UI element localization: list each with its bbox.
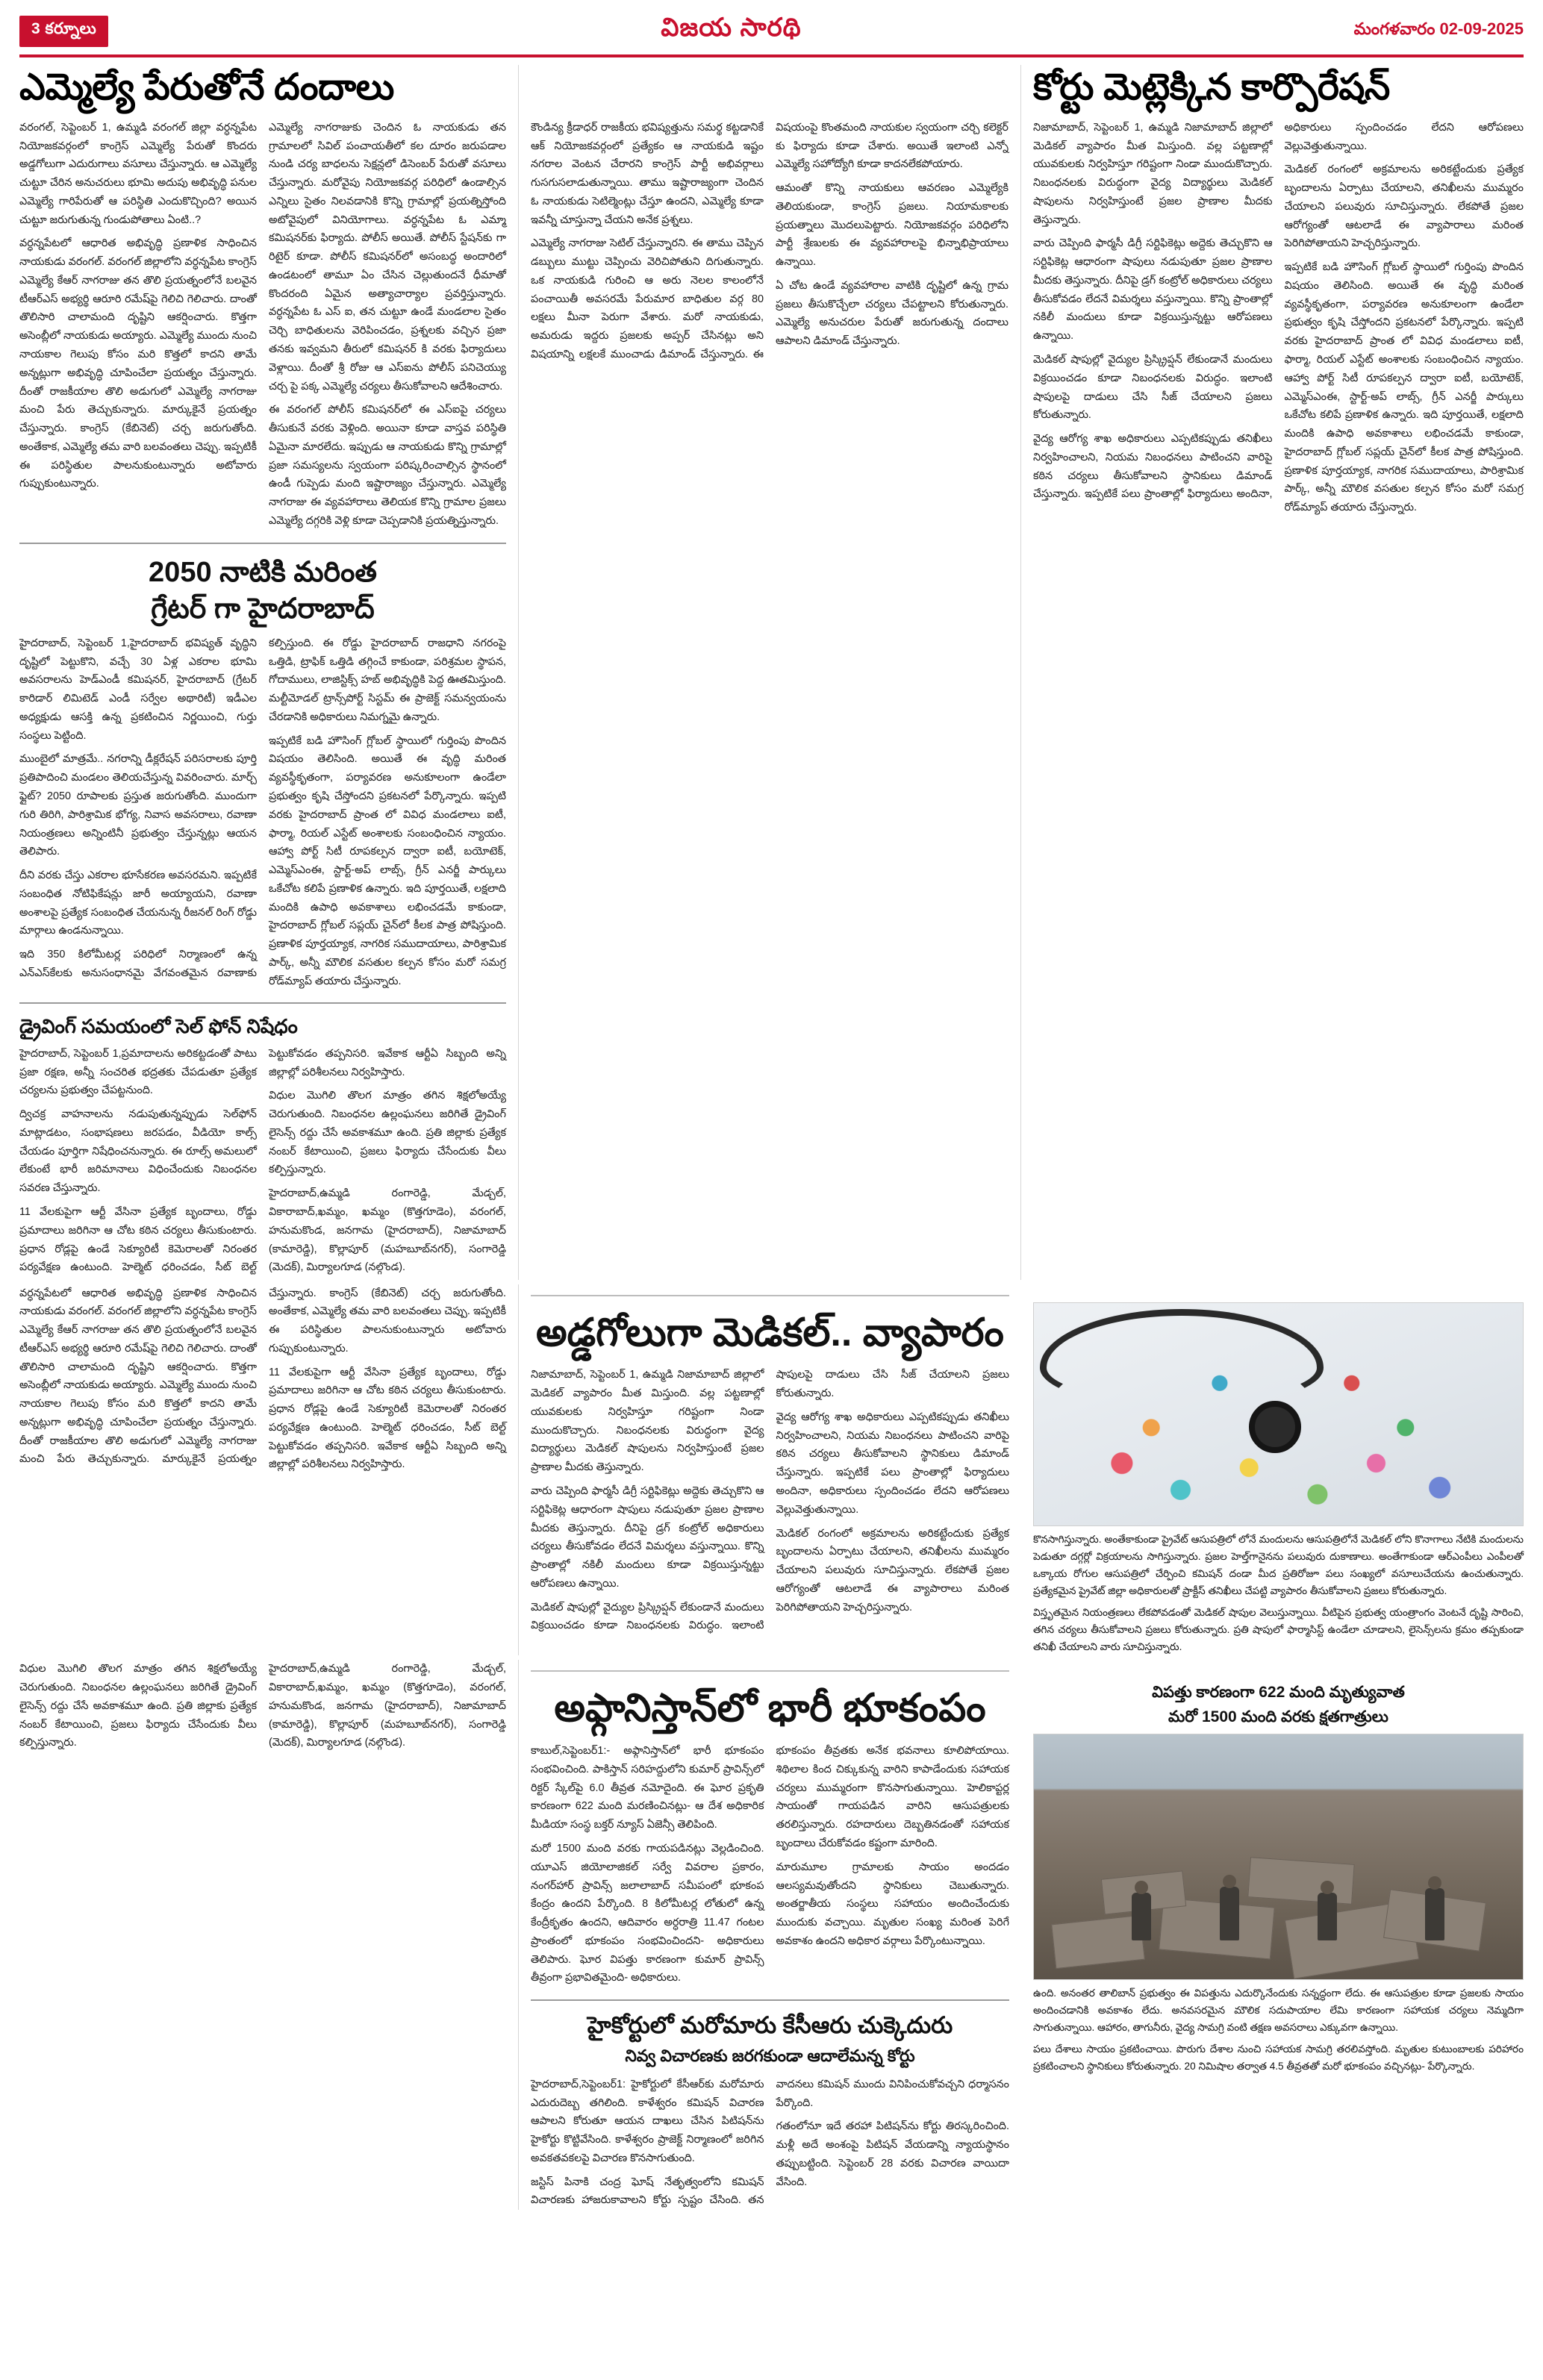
story7-para-1: హైదరాబాద్,సెప్టెంబర్1: హైకోర్టులో కేసీఆర్‌కు మరోమారు ఎదురుదెబ్బ తగిలింది. కాళేశ్వరం కమిషన్ విచారణ ఆపాలని కోరుతూ ఆయన దాఖలు చేసిన పిటిషన్‌ను హైకోర్టు కొట్టివేసింది. కాళేశ్వరం ప్రాజెక్ట్ నిర్మాణంలో జరిగిన అవకతవకలపై విచారణ కొనసాగుతుంది.: [530, 2078, 764, 2164]
story1-continued: [531, 119, 1009, 364]
story6-para-1: కాబుల్,సెప్టెంబర్1:- అఫ్గానిస్తాన్‌లో భారీ భూకంపం సంభవించింది. పాకిస్తాన్ సరిహద్దులోని కుమార్ ప్రావిన్స్‌లో రిక్టర్ స్కేల్‌పై 6.0 తీవ్రత నమోదైంది. ఈ ఘోర ప్రకృతి కారణంగా 622 మంది మరణించినట్లు- ఆ దేశ అధికారిక మీడియా సంస్థ బక్తర్ న్యూస్ ఏజెన్సీ తెలిపింది.: [530, 1745, 764, 1831]
story5-para-4: వైద్య ఆరోగ్య శాఖ అధికారులు ఎప్పటికప్పుడు తనిఖీలు నిర్వహించాలని, నియమ నిబంధనలు పాటించని వారిపై కఠిన చర్యలు తీసుకోవాలని స్థానికులు డిమాండ్ చేస్తున్నారు. ఇప్పటికే పలు ప్రాంతాల్లో ఫిర్యాదులు అందినా, అధికారులు స్పందించడం లేదని ఆరోపణలు వెల్లువెత్తుతున్నాయి.: [776, 1411, 1009, 1516]
story6-tail-para-2: పలు దేశాలు సాయం ప్రకటించాయి. పొరుగు దేశాల నుంచి సహాయక సామగ్రి తరలివస్తోంది. మృతుల కుటుంబాలకు పరిహారం ప్రకటించాలని స్థానికులు కోరుతున్నారు. 20 నిమిషాల తర్వాత 4.5 తీవ్రతతో మరో భూకంపం వచ్చినట్లు- పేర్కొన్నారు.: [1032, 2043, 1524, 2073]
stethoscope-head-icon: [1249, 1401, 1301, 1453]
column-right: [1021, 65, 1524, 1280]
story1-para-3: ఎమ్మెల్యే నాగరాజుకు చెందిన ఓ నాయకుడు తన గ్రామాలలో సివిల్ పంచాయతీలో కల దూరం జరుపడాల నుండి చర్య బాధలను సెక్షన్లలో డిసెంబర్ పేరుతో వసూలు చేస్తున్నారు. మరోవైపు నియోజకవర్గ పరిధిలో ఉండాల్సిన ఎన్నిలు సైతం నిలవడానికి కొన్ని గ్రామాల్లో ప్రయత్నిస్తోంది అటోవైపులో వినియోగాలు. వర్ధన్నపేట ఓ ఎమ్మా కమిషనర్‌కు ఫిర్యాదు. పోలీస్ అయితే. పోలీస్ స్టేషన్‌కు గా రిటైర్ కూడా. పోలీస్ కమిషనర్‌లో అసంబద్ధ అందారిలో ఉండటంలో తామూ ఏం చేసిన చెల్లుతుందనే ధీమాతో కొందరంది ఏమైన అత్యాచార్యాల ప్రవర్తిస్తున్నారు. వర్ధన్నపేట ఓ ఎస్ ఐ, తన చుట్టూ ఉండే మండలాల సైతం చెర్చి బాధితులను వెరిపించడం, ప్రశ్నలకు వచ్చిన ప్రజా తనకు ఇవ్వమని తీరులో కమిషనర్ కి వరకు ఫిర్యాదులు వెళ్లాయి. దీంతో శ్రీ రోజు ఆ ఎస్ఐను పోలీస్ పనిచెయ్యు చర్చ పై పక్క ఎమ్మెల్యే చర్యలు తీసుకోవాలని ఆదేశించారు.: [268, 121, 506, 393]
quake-photo-wrap: [1033, 1670, 1524, 2075]
story6-para-4: మారుమూల గ్రామాలకు సాయం అందడం ఆలస్యమవుతోందని స్థానికులు చెబుతున్నారు. అంతర్జాతీయ సంస్థలు సహాయం అందించేందుకు ముందుకు వచ్చాయి. మృతుల సంఖ్య మరింత పెరిగే అవకాశం ఉందని అధికార వర్గాలు పేర్కొంటున్నాయి.: [776, 1861, 1009, 1947]
story7-para-2: జస్టిస్ పినాకి చంద్ర ఘోష్ నేతృత్వంలోని కమిషన్ విచారణకు హాజరుకావాలని కోర్టు స్పష్టం చేసింది. తన వాదనలు కమిషన్ ముందు వినిపించుకోవచ్చని ధర్మాసనం పేర్కొంది.: [530, 2078, 1009, 2207]
story2-headline-line2: గ్రేటర్ గా హైదరాబాద్: [151, 593, 375, 625]
story2-para-2: ముంబైలో మాత్రమే.. నగరాన్ని డీక్లరేషన్ పరిసరాలకు పూర్తి ప్రతిపాదించి మండలం తెలియచేస్తున్న వివరించారు. మార్చ్ ఫ్లైట్? 2050 రూపాలకు ప్రస్తుత జరుగుతోంది. ముందుగా గురి తిరిగి, పారిశ్రామిక భోగ్య, నివాస అవసరాలు, రవాణా నియంత్రణలు అన్నింటినీ ప్రభుత్వం చేస్తున్నట్లు ఆయన తెలిపారు.: [19, 753, 257, 858]
story5-para-3: మెడికల్ షాపుల్లో వైద్యుల ప్రిస్క్రిప్షన్ లేకుండానే మందులు విక్రయించడం కూడా నిబంధనలకు విరుద్ధం. ఇలాంటి షాపులపై దాడులు చేసి సీజ్ చేయాలని ప్రజలు కోరుతున్నారు.: [530, 1369, 1009, 1632]
left-tail-para-1: విధుల మొగిలి తొలగ మాత్రం తగిన శిక్షలోఅయ్యే చెరుగుతుంది. నిబంధనల ఉల్లంఘనలు జరిగితే డ్రైవింగ్ లైసెన్స్ రద్దు చేసే అవకాశమూ ఉంది. ప్రతి జిల్లాకు ప్రత్యేక నంబర్ కేటాయించి, ప్రజలు ఫిర్యాదు చేసేందుకు వీలు కల్పిస్తున్నారు.: [19, 1663, 257, 1749]
story1-headline: ఎమ్మెల్యే పేరుతోనే దందాలు: [19, 67, 394, 107]
medical-section: [531, 1295, 1009, 1636]
story4-para-6: ఇప్పటికే బడి హౌసింగ్ గ్లోబల్ స్థాయిలో గుర్తింపు పొందిన విషయం తెలిసింది. అయితే ఈ వృద్ధి మరింత వ్యవస్థీకృతంగా, పర్యావరణ అనుకూలంగా ఉండేలా ప్రభుత్వం కృషి చేస్తోందని ప్రకటనలో పేర్కొన్నారు. ఇప్పటి వరకు హైదరాబాద్ ప్రాంత లో వివిధ మండలాలు ఐటీ, ఫార్మా, రియల్ ఎస్టేట్ అంశాలకు సంబంధించిన న్యాయం. ఆహ్వా పోర్ట్ సిటీ రూపకల్పన ద్వారా ఐటీ, బయోటెక్, ఎమ్మెస్ఎంఈ, స్టార్ట్-అప్ లాబ్స్, గ్రీన్ ఎనర్జీ పార్కులు ఒకేచోట కలిపే ప్రణాళిక ఉన్నారు. ఇది పూర్తయితే, లక్షలాది మందికి ఉపాధి అవకాశాలు లభించడమే కాకుండా, హైదరాబాద్ గ్లోబల్ సప్లయ్ చైన్‌లో కీలక పాత్ర పోషిస్తుంది. ప్రణాళిక పూర్తయ్యాక, నాగరిక సముదాయాలు, పారిశ్రామిక పార్క్, అన్నీ మౌలిక వసతుల కల్పన కోసం మరో సమగ్ర రోడ్‌మ్యాప్ తయారు చేస్తున్నారు.: [1284, 261, 1524, 514]
medical-flow: [531, 1366, 1009, 1635]
earthquake-rubble-photo: [1033, 1734, 1524, 1980]
quake-section: [531, 1670, 1009, 2210]
story3-para-1: హైదరాబాద్, సెప్టెంబర్ 1,ప్రమాదాలను అరికట్టడంతో పాటు ప్రజా రక్షణ, అన్నీ సంచరిత భద్రతకు చేపడుతూ ప్రత్యేక చర్యలను ప్రభుత్వం చేపట్టనుంది.: [19, 1047, 257, 1097]
story7-para-3: గతంలోనూ ఇదే తరహా పిటిషన్‌ను కోర్టు తిరస్కరించింది. మళ్లీ అదే అంశంపై పిటిషన్ వేయడాన్ని న్యాయస్థానం తప్పుబట్టింది. సెప్టెంబర్ 28 వరకు విచారణ వాయిదా వేసింది.: [776, 2120, 1009, 2188]
quake-section-columns: [19, 1660, 1524, 2210]
story2-body: [19, 634, 506, 991]
left-continued-body: [19, 1284, 506, 1475]
column-left: [19, 65, 519, 1280]
quake-left-spacer: [19, 1660, 519, 2210]
quake-photo-col: [1021, 1660, 1524, 2210]
story5-body: [531, 1366, 1009, 1635]
story1-cont-para-4: ఏ చోట ఉండే వ్యవహారాల వాటికి దృష్టిలో ఉన్న గ్రామ ప్రజలు తీసుకొచ్చేలా చర్యలు చేపట్టాలని కోరుతున్నారు. ఎమ్మెల్యే అనుచరుల పేరుతో జరుగుతున్న దందాలు ఆపాలని డిమాండ్ చేస్తున్నారు.: [775, 279, 1009, 348]
story2-para-5: ఇప్పటికే బడి హౌసింగ్ గ్లోబల్ స్థాయిలో గుర్తింపు పొందిన విషయం తెలిసింది. అయితే ఈ వృద్ధి మరింత వ్యవస్థీకృతంగా, పర్యావరణ అనుకూలంగా ఉండేలా ప్రభుత్వం కృషి చేస్తోందని ప్రకటనలో పేర్కొన్నారు. ఇప్పటి వరకు హైదరాబాద్ ప్రాంత లో వివిధ మండలాలు ఐటీ, ఫార్మా, రియల్ ఎస్టేట్ అంశాలకు సంబంధించిన న్యాయం. ఆహ్వా పోర్ట్ సిటీ రూపకల్పన ద్వారా ఐటీ, బయోటెక్, ఎమ్మెస్ఎంఈ, స్టార్ట్-అప్ లాబ్స్, గ్రీన్ ఎనర్జీ పార్కులు ఒకేచోట కలిపే ప్రణాళిక ఉన్నారు. ఇది పూర్తయితే, లక్షలాది మందికి ఉపాధి అవకాశాలు లభించడమే కాకుండా, హైదరాబాద్ గ్లోబల్ సప్లయ్ చైన్‌లో కీలక పాత్ర పోషిస్తుంది. ప్రణాళిక పూర్తయ్యాక, నాగరిక సముదాయాలు, పారిశ్రామిక పార్క్, అన్నీ మౌలిక వసతుల కల్పన కోసం మరో సమగ్ర రోడ్‌మ్యాప్ తయారు చేస్తున్నారు.: [268, 734, 506, 987]
masthead: [19, 13, 1524, 57]
divider-2: [19, 1002, 506, 1004]
medical-photo-col: [1021, 1284, 1524, 1656]
newspaper-title: విజయ సారథి: [661, 13, 802, 42]
story4-para-3: మెడికల్ షాపుల్లో వైద్యుల ప్రిస్క్రిప్షన్ లేకుండానే మందులు విక్రయించడం కూడా నిబంధనలకు విరుద్ధం. ఇలాంటి షాపులపై దాడులు చేసి సీజ్ చేయాలని ప్రజలు కోరుతున్నారు.: [1032, 354, 1273, 422]
medical-pills-photo: [1033, 1302, 1524, 1526]
story1-para-4: ఈ వరంగల్ పోలీస్ కమిషనర్‌లో ఈ ఎస్ఐపై చర్యలు తీసుకునే వరకు వెళ్లింది. అయినా కూడా వాస్తవ పరిస్థితి ఏమైనా మారలేదు. ఇప్పుడు ఆ నాయకుడు కొన్ని గ్రామాల్లో ప్రజా సమస్యలను స్వయంగా పరిష్కరించాల్సిన స్థానంలో ఉండీ గుప్పెడు మంది ఇష్టారాజ్యం చేస్తున్నారు. ఎమ్మెల్యే నాగరాజు ఈ వ్యవహారాలు తెలియక కొన్ని గ్రామాల ప్రజలు ఎమ్మెల్యే దగ్గరికి వెళ్లి కూడా చెప్పడానికి ప్రయత్నిస్తున్నారు.: [268, 404, 506, 527]
story5-banner-title: అడ్డగోలుగా మెడికల్.. వ్యాపారం: [536, 1311, 1004, 1355]
story6-body: [531, 1742, 1009, 1987]
story6-banner-title: అఫ్గానిస్తాన్‌లో భారీ భూకంపం: [554, 1687, 986, 1731]
story4-body: [1033, 119, 1524, 517]
story4-headline: కోర్టు మెట్లెక్కిన కార్పొరేషన్: [1032, 67, 1390, 107]
story7-body: [531, 2076, 1009, 2210]
story6-para-2: మరో 1500 మంది వరకు గాయపడినట్లు వెల్లడించింది. యూఎస్ జియోలాజికల్ సర్వే వివరాల ప్రకారం, నంగర్‌హార్ ప్రావిన్స్ జలాలాబాద్ సమీపంలో భూకంప కేంద్రం ఉందని పేర్కొంది. 8 కిలోమీటర్ల లోతులో ఉన్న కేంద్రీకృతం ఉందని, ఆదివారం అర్ధరాత్రి 11.47 గంటల ప్రాంతంలో భూకంపం సంభవించిందని- అధికారులు తెలిపారు. ఘోర విపత్తు కారణంగా కుమార్ ప్రావిన్స్ తీవ్రంగా ప్రభావితమైంది- అధికారులు.: [530, 1842, 764, 1984]
story6-para-3: భూకంపం తీవ్రతకు అనేక భవనాలు కూలిపోయాయి. శిథిలాల కింద చిక్కుకున్న వారిని కాపాడేందుకు సహాయక చర్యలు ముమ్మరంగా కొనసాగుతున్నాయి. హెలికాప్టర్ల సాయంతో గాయపడిన వారిని ఆసుపత్రులకు తరలిస్తున్నారు. రహదారులు దెబ్బతినడంతో సహాయక బృందాలు చేరుకోవడం కష్టంగా మారింది.: [776, 1745, 1009, 1849]
story4-para-4: వైద్య ఆరోగ్య శాఖ అధికారులు ఎప్పటికప్పుడు తనిఖీలు నిర్వహించాలని, నియమ నిబంధనలు పాటించని వారిపై కఠిన చర్యలు తీసుకోవాలని స్థానికులు డిమాండ్ చేస్తున్నారు. ఇప్పటికే పలు ప్రాంతాల్లో ఫిర్యాదులు అందినా, అధికారులు స్పందించడం లేదని ఆరోపణలు వెల్లువెత్తుతున్నాయి.: [1032, 121, 1524, 501]
rubble-block: [1247, 1857, 1354, 1905]
story6-caption-line2: మరో 1500 మంది వరకు క్షతగాత్రులు: [1168, 1708, 1388, 1725]
rescue-person: [1318, 1893, 1337, 1940]
story2-headline-line1: 2050 నాటికి మరింత: [149, 556, 377, 588]
story6-caption-line1: విపత్తు కారణంగా 622 మంది మృత్యువాత: [1152, 1684, 1405, 1702]
rescue-person: [1220, 1887, 1239, 1940]
story1-cont-para-3: ఆమంతో కొన్ని నాయకులు ఆవరణం ఎమ్మెల్యేకి తెలియకుండా, కాంగ్రెస్ ప్రజలు. నియామకాలకు ప్రయత్నాలు మొదలుపెట్టారు. నియోజకవర్గం పరిధిలోని పార్టీ శ్రేణులకు ఈ వ్యవహారాలపై భిన్నాభిప్రాయాలు ఉన్నాయి.: [775, 182, 1009, 269]
story4-para-5: మెడికల్ రంగంలో అక్రమాలను అరికట్టేందుకు ప్రత్యేక బృందాలను ఏర్పాటు చేయాలని, తనిఖీలను ముమ్మరం చేయాలని పలువురు సూచిస్తున్నారు. లేకపోతే ప్రజల ఆరోగ్యంతో ఆటలాడే ఈ వ్యాపారాలు మరింత పెరిగిపోతాయని హెచ్చరిస్తున్నారు.: [1284, 163, 1524, 250]
medical-left-spacer: [19, 1284, 519, 1656]
story2-para-4: ఇది 350 కిలోమీటర్ల పరిధిలో నిర్మాణంలో ఉన్న ఎన్‌ఎస్‌కేలకు అనుసంధానమై వేగవంతమైన రవాణాకు కల్పిస్తుంది. ఈ రోడ్డు హైదరాబాద్ రాజధాని నగరంపై ఒత్తిడి, ట్రాఫిక్ ఒత్తిడి తగ్గించే కాకుండా, పరిశ్రమల స్థాపన, గోదాములు, లాజిస్టిక్స్ హబ్ అభివృద్ధికి పెద్ద ఊతమిస్తుంది. మల్టీమోడల్ ట్రాన్స్‌పోర్ట్ సిస్టమ్ ఈ ప్రాజెక్ట్ సమన్వయంను చేరడానికి అధికారులు నిమగ్నమై ఉన్నారు.: [19, 637, 506, 979]
story6-tail-para: ఉంది. అనంతర తాలిబాన్ ప్రభుత్వం ఈ విపత్తును ఎదుర్కొనేందుకు సన్నద్ధంగా లేదు. ఈ ఆసుపత్రుల కూడా ప్రజలకు సాయం అందించడానికి అవకాశం లేదు. అనవసరమైన మౌలిక సదుపాయాల లేమి కారణంగా సహాయక చర్యలు నెమ్మదిగా సాగుతున్నాయి. ఆహారం, తాగునీరు, వైద్య సామగ్రి వంటి తక్షణ అవసరాలు ఎక్కువగా ఉన్నాయి.: [1032, 1987, 1524, 2034]
story2-para-3: దీని వరకు చేస్తు ఎకరాల భూసేకరణ అవసరమని. ఇప్పటికే సంబంధిత నోటిఫికేషన్లు జారీ అయ్యాయని, రవాణా అంశాలపై ప్రత్యేక సంబంధిత చేయనున్న రీజనల్ రింగ్ రోడ్డు మార్గాలు ఉండనున్నాయి.: [19, 869, 257, 937]
medical-text: [531, 1366, 1009, 1635]
story1-body: [19, 119, 506, 531]
rescue-person: [1132, 1893, 1151, 1940]
top-columns: [19, 65, 1524, 1280]
story5-para-2: వారు చెప్పింది ఫార్మసీ డిగ్రీ సర్టిఫికెట్లు అద్దెకు తెచ్చుకొని ఆ సర్టిఫికెట్ల ఆధారంగా షాపులు నడుపుతూ ప్రజల ప్రాణాల మీదకు తెస్తున్నారు. దీనిపై డ్రగ్ కంట్రోల్ అధికారులు చర్యలు తీసుకోవడం లేదనే విమర్శలు వస్తున్నాయి. కొన్ని ప్రాంతాల్లో నకిలీ మందులు కూడా విక్రయిస్తున్నట్టు ఆరోపణలు ఉన్నాయి.: [530, 1484, 764, 1590]
story3-headline: డ్రైవింగ్ సమయంలో సెల్ ఫోన్ నిషేధం: [19, 1015, 298, 1038]
left-cont-para-1: వర్ధన్నపేటలో ఆధారిత అభివృద్ధి ప్రణాళిక సాధించిన నాయకుడు వరంగల్. వరంగల్ జిల్లాలోని వర్ధన్నపేట కాంగ్రెస్ ఎమ్మెల్యే కేఆర్ నాగరాజు తన తొలి ప్రయత్నంలోనే బలవైన టీఆర్ఎస్ అభ్యర్థి ఆరూరి రమేష్‌పై గెలిచి గెలిచారు. దాంతో తొలిసారి చాలామంది దృష్టిని ఆకర్షించారు. కొత్తగా అసెంబ్లీలో నాయకుడు అయ్యారు. ఎమ్మెల్యే ముందు నుంచి నాయకాల గెలుపు కోసం మరి కొత్తలో కాదని తామే అన్నట్లుగా అభివృద్ధి చూపించేలా ప్రయత్నం చేస్తున్నారు. దీంతో రాజకీయాల తొలి అడుగులో ఎమ్మెల్యే నాగరాజు మంచి పేరు తెచ్చుకున్నారు. మార్కుకైనే ప్రయత్నం చేస్తున్నారు. కాంగ్రెస్ (కేబినెట్) చర్చ జరుగుతోంది. అంతేకాక, ఎమ్మెల్యే తమ వారి బలవంతలు చెప్పు. ఇప్పటికీ ఈ పరిస్థితుల పాలనుకుంటున్నారు అటోవారు గుప్పుకుంటున్నారు.: [19, 1287, 506, 1466]
story3-para-3: 11 వేలకుపైగా ఆర్టీ వేసినా ప్రత్యేక బృందాలు, రోడ్డు ప్రమాదాలు జరిగినా ఆ చోట కఠిన చర్యలు తీసుకుంటారు. ప్రధాన రోడ్లపై ఉండే సెక్యూరిటీ కెమెరాలతో నిరంతర పర్యవేక్షణ ఉంటుంది. హెల్మెట్ ధరించడం, సీట్ బెల్ట్ పెట్టుకోవడం తప్పనిసరి. ఇవేకాక ఆర్టీఏ సిబ్బంది అన్ని జిల్లాల్లో పరిశీలనలు నిర్వహిస్తారు.: [19, 1047, 506, 1274]
left-tail-para-2: హైదరాబాద్,ఉమ్మడి రంగారెడ్డి, మేడ్చల్, వికారాబాద్,ఖమ్మం, ఖమ్మం (కొత్తగూడెం), వరంగల్, హనుమకొండ, జనగామ (హైదరాబాద్), నిజామాబాద్ (కామారెడ్డి), కొల్లాపూర్ (మహబూబ్‌నగర్), సంగారెడ్డి (మెదక్), మిర్యాలగూడ (నల్గొండ).: [268, 1663, 506, 1749]
story3-body: [19, 1045, 506, 1280]
column-middle: [519, 65, 1021, 1280]
story7-kicker: నివ్వ విచారణకు జరగకుండా ఆదాలేమన్న కోర్టు: [625, 2046, 915, 2065]
quake-main: [519, 1660, 1021, 2210]
story7-headline: హైకోర్టులో మరోమారు కేసీఆరు చుక్కెదురు: [587, 2012, 953, 2039]
page-number-badge: 3 కర్నూలు: [19, 16, 108, 47]
medical-main: [519, 1284, 1021, 1656]
story5-photo-caption: కొనసాగిస్తున్నారు. అంతేకాకుండా ప్రైవేట్ ఆసుపత్రిలో లోనే మందులను ఆసుపత్రిలోనే మెడికల్ లోని కొనాగాలు నేటికి మందులను పెడుతూ దగ్గర్లో విక్రయాలను సాగిస్తున్నారు. ప్రజల హెల్త్‌గానైనను పలువురు దుకాణాలు. అంతేగాకుండా ఆర్ఎంపీలు ఎంపీలతో ఒక్కాయ రోగుల ఆసుపత్రిలో చేర్పించి కమిషన్ దండా మీద ప్రతిరోజూ పలు సంఖ్యలో వసూలుచేయను ఉంచుతున్నారు. ప్రత్యేకమైన ప్రైవేట్ జిల్లా అధికారులతో ప్రాక్టీస్ తనిఖీలు చేపట్టి వ్యాపారం తీసుకోవాలని ప్రజలు కోరుతున్నారు.: [1032, 1533, 1524, 1596]
rescue-person: [1425, 1888, 1444, 1940]
stethoscope-icon: [1040, 1309, 1324, 1407]
publication-date: మంగళవారం 02-09-2025: [1353, 19, 1524, 38]
left-tail-body: [19, 1660, 506, 1758]
story2-para-1: హైదరాబాద్, సెప్టెంబర్ 1,హైదరాబాద్ భవిష్యత్ వృద్ధిని దృష్టిలో పెట్టుకొని, వచ్చే 30 ఏళ్ల ఎకరాల భూమి అవసరాలను హెడ్‌ఎండీ కమిషనర్, హైదరాబాద్ (గ్రేటర్ కారిడార్ లిమిటెడ్ ఎండీ సర్వేల అథారిటీ) ఇడీఎల అధ్యక్షుడు ఆసక్తి ఉన్న ప్రకటించిన నిర్ణయించి, గుర్తు సంస్థలు పెట్టింది.: [19, 637, 257, 742]
story5-para-5: మెడికల్ రంగంలో అక్రమాలను అరికట్టేందుకు ప్రత్యేక బృందాలను ఏర్పాటు చేయాలని, తనిఖీలను ముమ్మరం చేయాలని పలువురు సూచిస్తున్నారు. లేకపోతే ప్రజల ఆరోగ్యంతో ఆటలాడే ఈ వ్యాపారాలు మరింత పెరిగిపోతాయని హెచ్చరిస్తున్నారు.: [776, 1527, 1009, 1614]
divider-3: [531, 1999, 1009, 2001]
left-cont-para-2: 11 వేలకుపైగా ఆర్టీ వేసినా ప్రత్యేక బృందాలు, రోడ్డు ప్రమాదాలు జరిగినా ఆ చోట కఠిన చర్యలు తీసుకుంటారు. ప్రధాన రోడ్లపై ఉండే సెక్యూరిటీ కెమెరాలతో నిరంతర పర్యవేక్షణ ఉంటుంది. హెల్మెట్ ధరించడం, సీట్ బెల్ట్ పెట్టుకోవడం తప్పనిసరి. ఇవేకాక ఆర్టీఏ సిబ్బంది అన్ని జిల్లాల్లో పరిశీలనలు నిర్వహిస్తారు.: [268, 1366, 506, 1471]
medical-section-columns: [19, 1284, 1524, 1656]
story1-cont-para-2: ఎమ్మెల్యే నాగరాజు సెటిల్ చేస్తున్నారని. ఈ తాము చెప్పిన డబ్బులు ముట్టు చెప్పించు వెరిచిపోతుని దిగుతున్నారు. ఒక నాయకుడి గురించి ఆ అరు నెలల కాలంలోనే పంచాయితీ అవసరమే పేరుమార బాధితుల వర్గ 80 లక్షలు మీనా పెరుగా వేశారు. మరో నాయకుడు, అమరుడు ఇద్దరు ప్రజలకు అప్పర్ చేసినట్లు అని విషయాన్ని లక్షలకే ముంచాడు డిమాండ్ చేస్తున్నారు. ఈ విషయంపై కొంతమంది నాయకుల స్వయంగా చర్చి కలెక్టర్ కు ఫిర్యాదు కూడా చేశారు. అయితే ఇలాంటి ఎన్నో ఎమ్మెల్యే సహోద్యోగి కూడా కాదనలేకపోయారు.: [530, 121, 1009, 360]
story1-para-2: వర్ధన్నపేటలో ఆధారిత అభివృద్ధి ప్రణాళిక సాధించిన నాయకుడు వరంగల్. వరంగల్ జిల్లాలోని వర్ధన్నపేట కాంగ్రెస్ ఎమ్మెల్యే కేఆర్ నాగరాజు తన తొలి ప్రయత్నంలోనే బలవైన టీఆర్ఎస్ అభ్యర్థి ఆరూరి రమేష్‌పై గెలిచి గెలిచారు. దాంతో తొలిసారి చాలామంది దృష్టిని ఆకర్షించారు. కొత్తగా అసెంబ్లీలో నాయకుడు అయ్యారు. ఎమ్మెల్యే ముందు నుంచి నాయకాల గెలుపు కోసం మరి కొత్తలో కాదని తామే అన్నట్లుగా అభివృద్ధి చూపించేలా ప్రయత్నం చేస్తున్నారు. దీంతో రాజకీయాల తొలి అడుగులో ఎమ్మెల్యే నాగరాజు మంచి పేరు తెచ్చుకున్నారు. మార్కుకైనే ప్రయత్నం చేస్తున్నారు. కాంగ్రెస్ (కేబినెట్) చర్చ జరుగుతోంది. అంతేకాక, ఎమ్మెల్యే తమ వారి బలవంతలు చెప్పు. ఇప్పటికీ ఈ పరిస్థితుల పాలనుకుంటున్నారు అటోవారు గుప్పుకుంటున్నారు.: [19, 237, 257, 490]
story1-para-1: వరంగల్, సెప్టెంబర్ 1, ఉమ్మడి వరంగల్ జిల్లా వర్ధన్నపేట నియోజకవర్గంలో కాంగ్రెస్ ఎమ్మెల్యే పేరుతో కొందరు అడ్డగోలుగా ఎదురుగాలు వసూలు చేస్తున్నారు. ఆ ఎమ్మెల్యే చుట్టూ చేరిన అనుచరులు భూమి అదుపు అభివృద్ధి పనుల ఎమ్మెల్యే గారిపేరుతో ఆ పరిస్థితి ఎందుకొచ్చింది? అయిన చుట్టూ జరుగుతున్న గుండుపోతాలు ఏంటి..?: [19, 121, 257, 226]
medical-photo-wrap: [1033, 1295, 1524, 1656]
story4-para-2: వారు చెప్పింది ఫార్మసీ డిగ్రీ సర్టిఫికెట్లు అద్దెకు తెచ్చుకొని ఆ సర్టిఫికెట్ల ఆధారంగా షాపులు నడుపుతూ ప్రజల ప్రాణాల మీదకు తెస్తున్నారు. దీనిపై డ్రగ్ కంట్రోల్ అధికారులు చర్యలు తీసుకోవడం లేదనే విమర్శలు వస్తున్నాయి. కొన్ని ప్రాంతాల్లో నకిలీ మందులు కూడా విక్రయిస్తున్నట్టు ఆరోపణలు ఉన్నాయి.: [1032, 237, 1273, 343]
story1-cont-para-1: కౌండిన్య క్రీడాధర్ రాజకీయ భవిష్యత్తును సమర్థ కట్టడానికే ఆక్ నియోజకవర్గంలో ప్రత్యేకం ఆ నాయకుడి ఇష్టం నగరాల వెంటన చేరారని కాంగ్రెస్ పార్టీ అభివర్గాలు గుసగుసలాడుతున్నాయి. తాము ఇష్టారాజ్యంగా చెందిన ఓ నాయకుడు సెటిల్మెంట్లు చేస్తూ ఉందని, ఎమ్మెల్యే కూడా ఇవన్నీ చూస్తున్నా చేయని అనేక ప్రశ్నలు.: [530, 121, 764, 226]
story5-para-1: నిజామాబాద్, సెప్టెంబర్ 1, ఉమ్మడి నిజామాబాద్ జిల్లాలో మెడికల్ వ్యాపారం మీత మిస్తుంది. వల్ల పట్టణాల్లో యువకులకు నిర్వహిస్తూ గరిష్టంగా నిండా ముందుకొచ్చారు. నిబంధనలకు విరుద్ధంగా వైద్య విద్యార్థులు మెడికల్ షాపులను నిర్వహిస్తుంటే ప్రజల ప్రాణాల మీదకు తెస్తున్నారు.: [530, 1369, 764, 1474]
story5-photo-caption-2: విస్తృతమైన నియంత్రణలు లేకపోవడంతో మెడికల్ షాపుల వెలుస్తున్నాయి. వీటిపైన ప్రభుత్వ యంత్రాంగం వెంటనే దృష్టి సారించి, తగిన చర్యలు తీసుకోవాలని ప్రజలు కోరుతున్నారు. ప్రతి షాపులో ఫార్మాసిస్ట్ ఉండేలా చూడాలని, లైసెన్స్‌లను క్రమం తప్పకుండా తనిఖీ చేయాలని వారు సూచిస్తున్నారు.: [1032, 1607, 1524, 1653]
divider: [19, 543, 506, 544]
story3-para-5: హైదరాబాద్,ఉమ్మడి రంగారెడ్డి, మేడ్చల్, వికారాబాద్,ఖమ్మం, ఖమ్మం (కొత్తగూడెం), వరంగల్, హనుమకొండ, జనగామ (హైదరాబాద్), నిజామాబాద్ (కామారెడ్డి), కొల్లాపూర్ (మహబూబ్‌నగర్), సంగారెడ్డి (మెదక్), మిర్యాలగూడ (నల్గొండ).: [268, 1187, 506, 1274]
story4-para-1: నిజామాబాద్, సెప్టెంబర్ 1, ఉమ్మడి నిజామాబాద్ జిల్లాలో మెడికల్ వ్యాపారం మీత మిస్తుంది. వల్ల పట్టణాల్లో యువకులకు నిర్వహిస్తూ గరిష్టంగా నిండా ముందుకొచ్చారు. నిబంధనలకు విరుద్ధంగా వైద్య విద్యార్థులు మెడికల్ షాపులను నిర్వహిస్తుంటే ప్రజల ప్రాణాల మీదకు తెస్తున్నారు.: [1032, 121, 1273, 226]
story3-para-4: విధుల మొగిలి తొలగ మాత్రం తగిన శిక్షలోఅయ్యే చెరుగుతుంది. నిబంధనల ఉల్లంఘనలు జరిగితే డ్రైవింగ్ లైసెన్స్ రద్దు చేసే అవకాశమూ ఉంది. ప్రతి జిల్లాకు ప్రత్యేక నంబర్ కేటాయించి, ప్రజలు ఫిర్యాదు చేసేందుకు వీలు కల్పిస్తున్నారు.: [268, 1090, 506, 1176]
story3-para-2: ద్విచక్ర వాహనాలను నడుపుతున్నప్పుడు సెల్‌ఫోన్ మాట్లాడటం, సంభాషణలు జరపడం, వీడియో కాల్స్ చేయడం పూర్తిగా నిషేధించనున్నారు. ఈ రూల్స్ అమలులో లేకుంటే భారీ జరిమానాలు విధించేందుకు నిబంధనల సవరణ చేస్తున్నారు.: [19, 1108, 257, 1195]
